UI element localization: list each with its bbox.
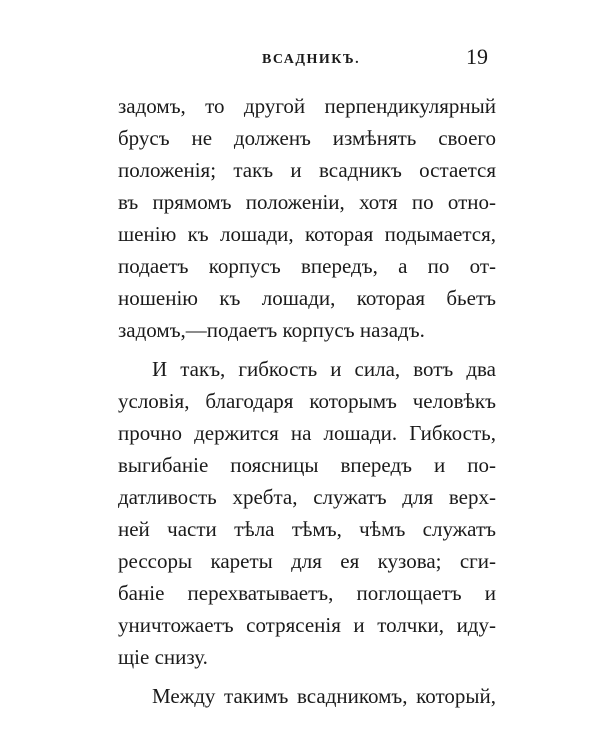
- text-line: задомъ,—подаетъ корпусъ назадъ.: [118, 318, 425, 342]
- body-text: [118, 90, 496, 712]
- paragraph-3: [118, 680, 496, 712]
- paragraph-gap: [118, 673, 496, 680]
- text-line: датливость хребта, служатъ для верх-: [118, 485, 496, 509]
- text-line: ношенію къ лошади, которая бьетъ: [118, 286, 496, 310]
- text-line: баніе перехватываетъ, поглощаетъ и: [118, 581, 496, 605]
- text-line: рессоры кареты для ея кузова; сги-: [118, 549, 496, 573]
- text-line: задомъ, то другой перпендикулярный: [118, 94, 496, 118]
- paragraph-gap: [118, 346, 496, 353]
- text-line: брусъ не долженъ измѣнять своего: [118, 126, 496, 150]
- text-line: выгибаніе поясницы впередъ и по-: [118, 453, 496, 477]
- text-line: условія, благодаря которымъ человѣкъ: [118, 389, 496, 413]
- text-line: Между такимъ всадникомъ, который,: [152, 684, 496, 708]
- text-line: въ прямомъ положеніи, хотя по отно-: [118, 190, 496, 214]
- text-line: И такъ, гибкость и сила, вотъ два: [152, 357, 496, 381]
- paragraph-1: [118, 90, 496, 346]
- text-line: уничтожаетъ сотрясенія и толчки, иду-: [118, 613, 496, 637]
- text-line: положенія; такъ и всадникъ остается: [118, 158, 496, 182]
- running-title: ВСАДНИКЪ.: [262, 52, 361, 67]
- running-head: [0, 42, 600, 72]
- text-line: шенію къ лошади, которая подымается,: [118, 222, 496, 246]
- text-line: ней части тѣла тѣмъ, чѣмъ служатъ: [118, 517, 496, 541]
- page-number: 19: [466, 44, 488, 69]
- text-line: прочно держится на лошади. Гибкость,: [118, 421, 496, 445]
- text-line: щіе снизу.: [118, 645, 208, 669]
- text-line: подаетъ корпусъ впередъ, а по от-: [118, 254, 496, 278]
- paragraph-2: [118, 353, 496, 673]
